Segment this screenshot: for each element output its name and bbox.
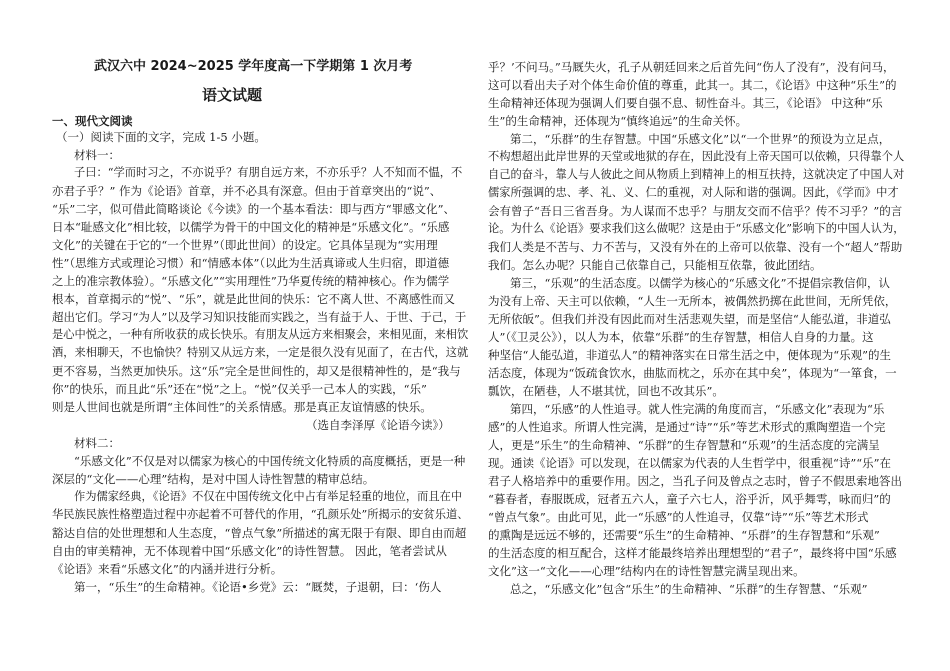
text-line: 是心中悦之，一种有所收获的成长快乐。有朋友从远方来相聚会，来相见面，来相饮	[52, 328, 469, 341]
text-line: 人，更是“乐生”的生命精神、“乐群”的生存智慧和“乐观”的生活态度的完满呈	[488, 438, 880, 452]
text-line: 性”（思维方式或理论习惯）和“情感本体”（以此为生活真谛或人生归宿，即道德	[52, 256, 450, 270]
text-line: 深层的“文化——心理”结构，是对中国人诗性智慧的精审总结。	[52, 472, 375, 486]
text-line: 生”的生命精神，还体现为“慎终追远”的生命关怀。	[488, 114, 748, 128]
text-line: 君子人格培养中的重要作用。因之，当孔子问及曾点之志时，曾子不假思索地答出	[488, 474, 902, 488]
text-line: 材料一：	[74, 148, 120, 162]
text-line: 儒家所强调的忠、孝、礼、义、仁的重视，对人际和谐的强调。因此，《学而》中才	[488, 186, 899, 199]
text-line: 现。通读《论语》可以发现，在以儒家为代表的人生哲学中，很重视“诗”“乐”在	[488, 456, 892, 470]
section-heading: 一、现代文阅读	[52, 114, 133, 128]
text-line: 会有曾子“吾日三省吾身。为人谋而不忠乎？与朋友交而不信乎？传不习乎？”的言	[488, 204, 903, 218]
text-line: 豁达自信的处世理想和人生态度，“曾点气象”所描述的寓无限于有限、即自由而超	[52, 526, 467, 540]
text-line: 之上的准宗教体验）。“乐感文化”“实用理性”乃华夏传统的精神核心。作为儒学	[52, 274, 450, 288]
text-line: 为没有上帝、天主可以依赖，“人生一无所本，被偶然扔掷在此世间，无所凭依，	[488, 294, 897, 308]
text-line: 生命精神还体现为强调人们要自强不息、韧性奋斗。其三，《论语》 中这种“乐	[488, 96, 883, 110]
text-line: 感”的人性追求。所谓人性完满，是通过“诗”“乐”等艺术形式的熏陶塑造一个完	[488, 420, 886, 434]
text-line: 第四，“乐感”的人性追寻。就人性完满的角度而言，“乐感文化”表现为“乐	[510, 402, 885, 416]
text-line: “乐感文化”不仅是对以儒家为核心的中国传统文化特质的高度概括，更是一种	[74, 454, 466, 468]
text-line: 自己的奋斗，靠人与人彼此之间从物质上到精神上的相互扶持，这就决定了中国人对	[488, 168, 905, 181]
text-line: 第三，“乐观”的生活态度。以儒学为核心的“乐感文化”不提倡宗教信仰，认	[510, 276, 891, 290]
text-line: “暮春者，春服既成，冠者五六人，童子六七人，浴乎沂，风乎舞雩，咏而归”的	[488, 492, 891, 506]
text-line: 瓢饮，在陋巷，人不堪其忧，回也不改其乐”。	[488, 384, 724, 398]
text-line: 这可以看出夫子对个体生命价值的尊重，此其一。其二，《论语》中这种“乐生”的	[488, 78, 897, 92]
text-line: 第二，“乐群”的生存智慧。中国“乐感文化”以“一个世界”的预设为立足点，	[510, 132, 891, 146]
text-line: “曾点气象”。由此可见，此一“乐感”的人性追寻，仅靠“诗”“乐”等艺术形式	[488, 510, 869, 524]
text-line: 华民族民族性格塑造过程中亦起着不可替代的作用，“孔颜乐处”所揭示的安贫乐道、	[52, 508, 469, 521]
text-line: 你”的快乐，而且此“乐”还在“悦”之上。“悦”仅关乎一己本人的实践，“乐”	[52, 382, 427, 396]
text-line: 的熏陶是远远不够的，还需要“乐生”的生命精神、“乐群”的生存智慧和“乐观”	[488, 528, 880, 542]
exam-title: 武汉六中 2024~2025 学年度高一下学期第 1 次月考	[94, 59, 413, 74]
text-line: 活态度，体现为“饭疏食饮水，曲肱而枕之，乐亦在其中矣”，体现为“一箪食，一	[488, 366, 897, 380]
text-line: 自由的审美精神，无不体现着中国“乐感文化”的诗性智慧。 因此，笔者尝试从	[52, 544, 447, 558]
text-line: 材料二：	[74, 436, 120, 450]
text-line: 我们。怎么办呢？只能自己依靠自己，只能相互依靠，彼此团结。	[488, 258, 822, 272]
text-line: 超出它们。学习“为人”以及学习知识技能而实践之，当有益于人、于世、于己，于	[52, 310, 467, 324]
text-line: 无所依皈”。但我们并没有因此而对生活悲观失望，而是坚信“人能弘道，非道弘	[488, 312, 891, 326]
subject-title: 语文试题	[202, 86, 263, 104]
text-line: 的生活态度的相互配合，这样才能最终培养出理想型的“君子”，最终将中国“乐感	[488, 546, 897, 560]
subsection-instruction: （一）阅读下面的文字，完成 1-5 小题。	[56, 130, 266, 144]
text-line: 人”（《卫灵公》），以人为本，依靠“乐群”的生存智慧，相信人自身的力量。这	[488, 330, 874, 344]
text-line: 论。为什么《论语》要求我们这么做呢？这是由于“乐感文化”影响下的中国人认为，	[488, 222, 905, 235]
text-line: 更不容易，当然更加快乐。这“乐”完全是世间性的，却又是很精神性的，是“我与	[52, 364, 461, 378]
text-line: 我们人类是不苦与、力不苦与，又没有外在的上帝可以依靠、没有一个“超人”帮助	[488, 240, 903, 254]
text-line: 子曰：“学而时习之，不亦说乎？有朋自远方来，不亦乐乎？人不知而不愠，不	[74, 166, 463, 179]
text-line: 日本“耻感文化”相比较，以儒学为骨干的中国文化的精神是“乐感文化”。“乐感	[52, 220, 450, 234]
text-line: 种坚信“人能弘道，非道弘人”的精神落实在日常生活之中，便体现为“乐观”的生	[488, 348, 892, 362]
text-line: 文化”的关键在于它的“一个世界”（即此世间）的设定。它具体呈现为“实用理	[52, 238, 438, 252]
text-line: 文化”这一“文化——心理”结构内在的诗性智慧完满呈现出来。	[488, 564, 805, 578]
text-line: 则是人世间也就是所谓“主体间性”的关系情感。那是真正友谊情感的快乐。	[52, 400, 432, 414]
text-line: 作为儒家经典，《论语》不仅在中国传统文化中占有举足轻重的地位，而且在中	[74, 490, 463, 503]
text-line: “乐”二字，似可借此简略谈论《今读》的一个基本看法：即与西方“罪感文化”、	[52, 202, 456, 216]
text-line: 《论语》来看“乐感文化”的内涵并进行分析。	[52, 562, 283, 576]
text-line: 乎？’不问马。”马厩失火，孔子从朝廷回来之后首先问“伤人了没有”，没有问马，	[488, 60, 895, 74]
source-citation: （选自李泽厚《论语今读》）	[306, 418, 450, 432]
text-line: 第一，“乐生”的生命精神。《论语•乡党》云：“厩焚，子退朝，曰：‘伤人	[74, 580, 442, 594]
text-line: 不构想超出此岸世界的天堂或地狱的存在，因此没有上帝天国可以依赖，只得靠个人	[488, 150, 905, 163]
text-line: 酒，来相聊天，不也愉快？特别又从远方来，一定是很久没有见面了，在古代，这就	[52, 346, 469, 359]
text-line: 根本，首章揭示的“悦”、“乐”，就是此世间的快乐：它不离人世、不离感性而又	[52, 292, 456, 306]
text-line: 亦君子乎？” 作为《论语》首章，并不必具有深意。但由于首章突出的“说”、	[52, 184, 442, 198]
text-line: 总之，“乐感文化”包含“乐生”的生命精神、“乐群”的生存智慧、“乐观”	[510, 582, 868, 596]
